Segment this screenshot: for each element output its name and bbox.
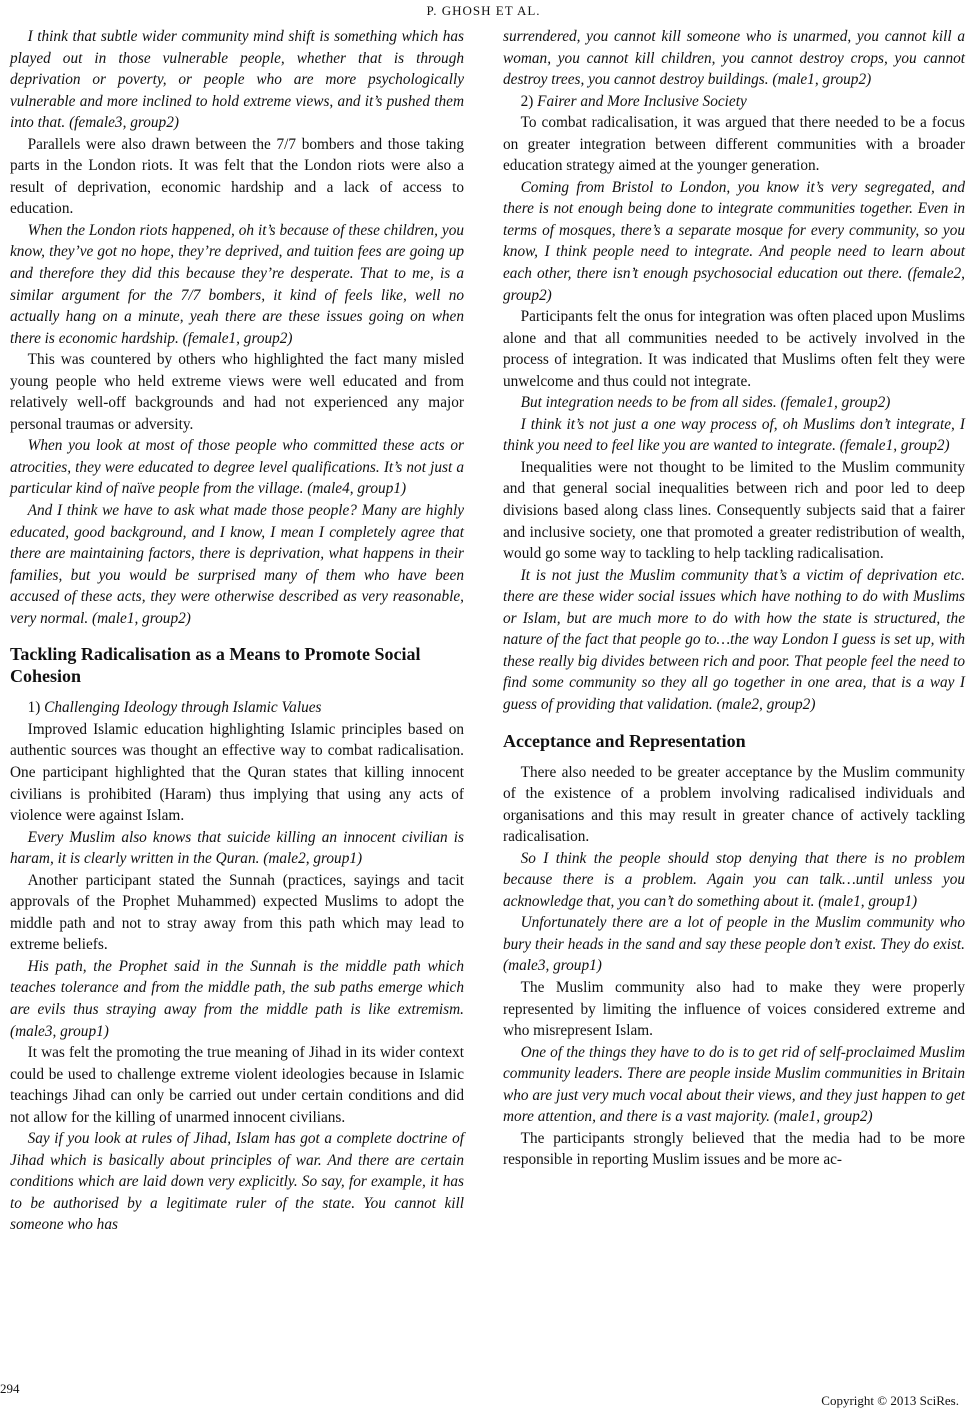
right-column <box>503 26 965 1171</box>
running-header: P. GHOSH ET AL. <box>426 3 541 18</box>
paragraph: The participants strongly believed that the media had to be more responsible in reporting Muslim issues and be more ac- <box>503 1129 965 1169</box>
paragraph: Improved Islamic education highlighting Islamic principles based on authentic sources was thought an effective way to combat radicalisation. One participant highlighted that the Quran states that killing innocent civilians is prohibited (Haram) thus implying that using any acts of violence were against Islam. <box>10 720 464 825</box>
quote-paragraph: Coming from Bristol to London, you know it’s very segregated, and there is not enough being done to integrate communities together. Even in terms of mosques, there’s a separate mosque for every community, so you know, I think people need to integrate. And people need to learn about each other, there isn’t enough psychosocial education out there. (female2, group2) <box>503 178 965 304</box>
paragraph: It was felt the promoting the true meaning of Jihad in its wider context could be used to challenge extreme violent ideologies because in Islamic teachings Jihad can only be carried out under certain conditions and did not allow for the killing of unarmed innocent civilians. <box>10 1044 464 1126</box>
subsection-title: Fairer and More Inclusive Society <box>537 92 747 110</box>
paragraph: Inequalities were not thought to be limited to the Muslim community and that general social inequalities between rich and poor led to deep divisions based along class lines. Consequently subjects said that a fairer and inclusive society, one that promoted a greater redistribution of wealth, would go some way to tackling to help tackling radicalisation. <box>503 458 965 563</box>
subsection-heading <box>10 697 464 719</box>
paragraph: Parallels were also drawn between the 7/7 bombers and those taking parts in the London riots. It was felt that the London riots were also a result of deprivation, economic hardship and a lack of access to education. <box>10 135 464 218</box>
quote-paragraph: Say if you look at rules of Jihad, Islam has got a complete doctrine of Jihad which is basically about principles of war. And there are certain conditions which are laid down very explicitly. So say, for example, it has to be authorised by a legitimate ruler of the state. You cannot kill someone who has <box>10 1130 464 1234</box>
quote-paragraph: When the London riots happened, oh it’s because of these children, you know, they’ve got no hope, they’re deprived, and tuition fees are going up and therefore they did this because they’re desperate. That to me, is a similar argument for the 7/7 bombers, it kind of feels like, well no actually hang on a minute, yeah there are these issues going on when there is economic hardship. (female1, group2) <box>10 221 464 347</box>
quote-paragraph: And I think we have to ask what made those people? Many are highly educated, good background, and I know, I mean I completely agree that there are maintaining factors, there is deprivation, what happens in their families, but you would be surprised many of them who have been accused of these acts, they were otherwise described as very reasonable, very normal. (male1, group2) <box>10 502 464 627</box>
quote-paragraph: Unfortunately there are a lot of people in the Muslim community who bury their heads in the sand and say these people don’t exist. They do exist. (male3, group1) <box>503 914 965 975</box>
quote-paragraph: I think that subtle wider community mind shift is something which has played out in those vulnerable people, whether that is through deprivation or poverty, or people who are more psychologically vulnerable and more inclined to hold extreme views, and it’s pushed them into that. (female3, group2) <box>10 28 464 132</box>
page-number: 294 <box>0 1381 20 1396</box>
quote-paragraph: surrendered, you cannot kill someone who is unarmed, you cannot kill a woman, you cannot kill children, you cannot destroy crops, you cannot destroy trees, you cannot destroy buildings. (male1, group2) <box>503 28 965 89</box>
subsection-heading <box>503 91 965 113</box>
quote-paragraph: Every Muslim also knows that suicide killing an innocent civilian is haram, it is clearly written in the Quran. (male2, group1) <box>10 828 464 868</box>
copyright: Copyright © 2013 SciRes. <box>821 1393 959 1408</box>
paragraph: To combat radicalisation, it was argued that there needed to be a focus on greater integration between different communities with a broader education strategy aimed at the younger generation. <box>503 114 965 175</box>
section-heading: Tackling Radicalisation as a Means to Promote Social Cohesion <box>10 644 421 687</box>
paragraph: The Muslim community also had to make they were properly represented by limiting the influence of voices considered extreme and who misrepresent Islam. <box>503 978 965 1040</box>
quote-paragraph: But integration needs to be from all sides. (female1, group2) <box>520 394 891 412</box>
quote-paragraph: One of the things they have to do is to get rid of self-proclaimed Muslim community leaders. There are people inside Muslim communities in Britain who are just very much vocal about their views, and they just happen to get more attention, and there is a vast majority. (male1, group2) <box>503 1043 965 1126</box>
quote-paragraph: I think it’s not just a one way process of, oh Muslims don’t integrate, I think you need to feel like you are wanted to integrate. (female1, group2) <box>503 415 965 455</box>
quote-paragraph: His path, the Prophet said in the Sunnah is the middle path which teaches tolerance and from the middle path, the sub paths emerge which are evils thus straying away from the middle path is like extremism. (male3, group1) <box>10 957 464 1040</box>
subsection-title: Challenging Ideology through Islamic Values <box>44 699 322 717</box>
paragraph: There also needed to be greater acceptance by the Muslim community of the existence of a problem involving radicalised individuals and organisations and this may result in greater chance of actively tackling radicalisation. <box>503 763 965 846</box>
paragraph: Another participant stated the Sunnah (practices, sayings and tacit approvals of the Prophet Muhammed) expected Muslims to adopt the middle path and not to stray away from this path which may lead to extreme beliefs. <box>10 871 464 954</box>
quote-paragraph: When you look at most of those people who committed these acts or atrocities, they were educated to degree level qualifications. It’s not just a particular kind of naïve people from the village. (male4, group1) <box>10 437 464 498</box>
paragraph: This was countered by others who highlighted the fact many misled young people who held extreme views were well educated and from relatively well-off backgrounds and had not experienced any major personal traumas or adversity. <box>10 351 464 433</box>
subsection-number: 2) <box>520 92 538 110</box>
paragraph: Participants felt the onus for integration was often placed upon Muslims alone and that all communities needed to be actively involved in the process of integration. It was indicated that Muslims often felt they were unwelcome and thus could not integrate. <box>503 308 965 390</box>
subsection-number: 1) <box>27 699 45 717</box>
section-heading: Acceptance and Representation <box>503 730 746 751</box>
left-column <box>10 26 464 1236</box>
quote-paragraph: So I think the people should stop denying that there is no problem because there is a problem. Again you can talk…until unless you acknowledge that, you can’t do something about it. (male1, group1) <box>503 849 965 910</box>
quote-paragraph: It is not just the Muslim community that’s a victim of deprivation etc. there are these wider social issues which have nothing to do with Muslims or Islam, but are much more to do with how the state is structured, the nature of the fact that people go to…the way London I guess is set up, with these really big divides between rich and poor. That people feel the need to find some community so they all go together in one area, that is a way I guess of providing that validation. (male2, group2) <box>503 566 965 713</box>
